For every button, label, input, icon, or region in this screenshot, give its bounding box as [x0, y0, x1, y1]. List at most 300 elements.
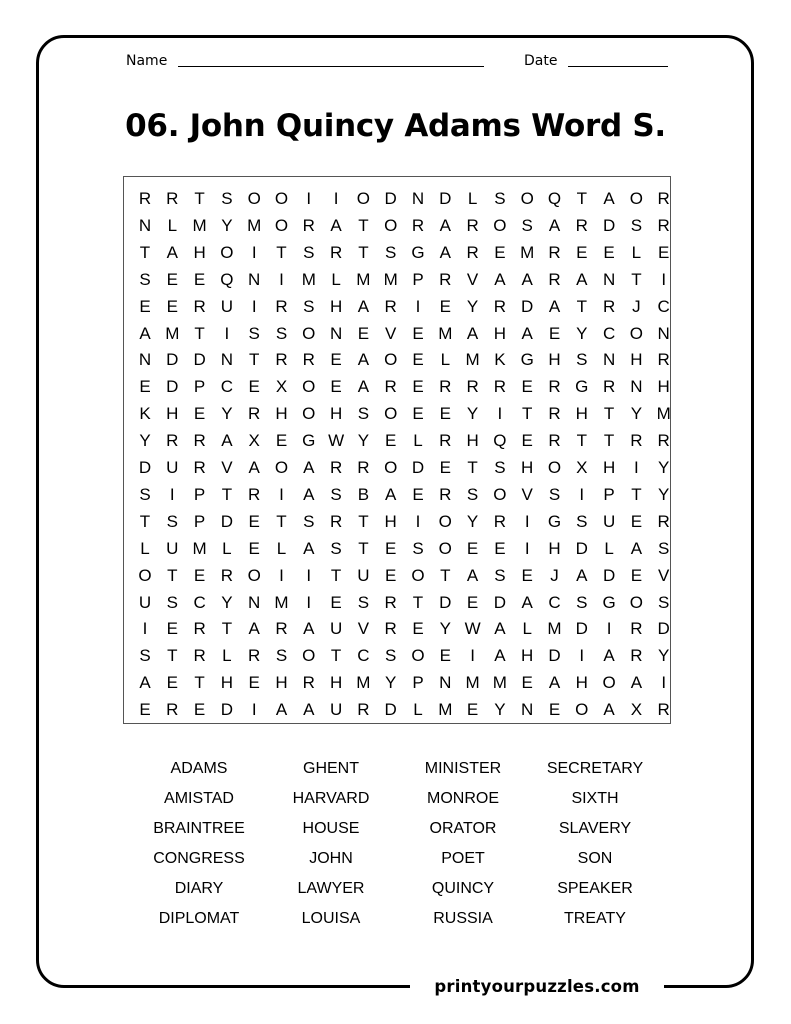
grid-letter: O: [629, 323, 643, 343]
grid-letter: O: [302, 404, 316, 424]
grid-letter: T: [603, 404, 615, 424]
grid-letter: I: [606, 619, 612, 639]
grid-letter: I: [251, 242, 257, 262]
grid-letter: R: [384, 377, 397, 397]
grid-letter: H: [466, 431, 479, 451]
grid-letter: R: [193, 296, 206, 316]
grid-letter: U: [602, 511, 616, 531]
word-list-item: TREATY: [564, 910, 626, 927]
grid-letter: E: [275, 431, 288, 451]
grid-letter: R: [248, 646, 261, 666]
grid-letter: O: [438, 511, 452, 531]
grid-letter: U: [138, 592, 152, 612]
grid-letter: N: [521, 700, 534, 720]
grid-letter: A: [630, 538, 643, 558]
grid-letter: R: [493, 377, 507, 397]
grid-letter: T: [521, 404, 533, 424]
grid-letter: I: [169, 484, 175, 504]
grid-letter: S: [658, 592, 670, 612]
grid-letter: X: [275, 377, 288, 397]
grid-letter: E: [385, 565, 397, 585]
grid-letter: V: [466, 269, 479, 289]
grid-letter: Y: [357, 431, 370, 451]
grid-letter: S: [166, 511, 178, 531]
grid-letter: L: [604, 538, 614, 558]
grid-letter: R: [602, 377, 616, 397]
grid-letter: A: [248, 458, 260, 477]
grid-letter: O: [302, 323, 316, 343]
grid-letter: B: [357, 484, 370, 504]
grid-letter: P: [193, 511, 206, 531]
grid-letter: N: [657, 323, 670, 343]
grid-letter: A: [139, 673, 151, 693]
page-title: 06. John Quincy Adams Word S.: [125, 108, 666, 144]
grid-letter: M: [356, 673, 371, 693]
grid-letter: S: [275, 323, 288, 343]
grid-letter: A: [330, 215, 342, 235]
grid-letter: E: [630, 565, 643, 585]
grid-letter: E: [466, 700, 479, 720]
grid-letter: I: [661, 269, 667, 289]
grid-letter: O: [438, 538, 452, 558]
grid-letter: D: [220, 700, 234, 720]
grid-letter: L: [413, 700, 423, 720]
grid-letter: T: [276, 242, 287, 262]
word-list-item: ADAMS: [170, 760, 228, 777]
grid-letter: R: [384, 619, 397, 639]
grid-letter: E: [385, 431, 397, 451]
grid-letter: I: [634, 458, 639, 477]
grid-letter: H: [493, 323, 507, 343]
grid-letter: A: [385, 484, 397, 504]
grid-letter: I: [306, 189, 312, 208]
grid-letter: E: [248, 538, 260, 558]
grid-letter: R: [357, 458, 370, 477]
grid-letter: T: [440, 565, 451, 585]
grid-letter: I: [579, 484, 585, 504]
grid-letter: A: [576, 565, 588, 585]
grid-letter: U: [329, 700, 343, 720]
grid-letter: O: [493, 484, 507, 504]
grid-letter: T: [276, 511, 287, 531]
grid-letter: J: [632, 296, 641, 316]
grid-letter: S: [248, 323, 260, 343]
grid-letter: T: [576, 296, 587, 316]
grid-letter: N: [138, 350, 152, 370]
grid-letter: I: [279, 565, 284, 585]
grid-letter: I: [524, 538, 530, 558]
word-list-item: QUINCY: [431, 880, 495, 897]
grid-letter: Y: [658, 646, 670, 666]
grid-letter: A: [275, 700, 288, 720]
grid-letter: R: [575, 215, 588, 235]
grid-letter: M: [547, 619, 562, 639]
grid-letter: V: [221, 458, 233, 477]
grid-letter: G: [575, 377, 589, 397]
grid-letter: M: [656, 404, 671, 424]
word-list-item: POET: [441, 850, 485, 867]
grid-letter: E: [412, 619, 424, 639]
grid-letter: I: [224, 323, 230, 343]
grid-letter: Y: [466, 404, 479, 424]
grid-letter: H: [548, 538, 561, 558]
grid-letter: O: [247, 189, 261, 208]
grid-letter: S: [330, 484, 342, 504]
grid-letter: R: [411, 215, 425, 235]
grid-letter: D: [193, 350, 206, 370]
grid-letter: D: [602, 215, 616, 235]
grid-letter: M: [247, 215, 262, 235]
grid-letter: V: [357, 619, 370, 639]
grid-letter: E: [166, 296, 178, 316]
grid-letter: O: [602, 673, 616, 693]
grid-letter: A: [139, 323, 151, 343]
grid-letter: R: [548, 242, 561, 262]
grid-letter: A: [248, 619, 260, 639]
grid-letter: U: [166, 458, 179, 477]
grid-letter: A: [303, 619, 315, 639]
grid-letter: M: [492, 673, 507, 693]
grid-letter: H: [329, 404, 343, 424]
grid-letter: H: [575, 404, 588, 424]
word-list-item: RUSSIA: [433, 910, 493, 927]
grid-letter: E: [630, 511, 643, 531]
grid-letter: E: [412, 350, 424, 370]
grid-letter: S: [466, 484, 479, 504]
grid-letter: Y: [439, 619, 451, 639]
grid-letter: Y: [630, 404, 643, 424]
grid-letter: R: [357, 700, 370, 720]
grid-letter: U: [166, 538, 179, 558]
grid-letter: H: [220, 673, 234, 693]
grid-letter: D: [384, 700, 397, 720]
grid-letter: E: [193, 404, 206, 424]
grid-letter: O: [384, 350, 398, 370]
grid-letter: R: [657, 189, 670, 208]
grid-letter: M: [192, 538, 207, 558]
grid-letter: J: [550, 565, 559, 585]
grid-letter: E: [139, 700, 151, 720]
grid-letter: R: [548, 431, 561, 451]
grid-letter: A: [521, 269, 533, 289]
grid-letter: O: [547, 458, 562, 477]
grid-letter: S: [385, 646, 397, 666]
grid-letter: T: [221, 484, 233, 504]
grid-letter: S: [139, 646, 151, 666]
grid-letter: S: [494, 565, 506, 585]
grid-letter: N: [411, 189, 425, 208]
word-list-item: SECRETARY: [546, 760, 644, 777]
grid-letter: O: [220, 242, 234, 262]
grid-letter: T: [330, 565, 342, 585]
grid-letter: E: [439, 646, 451, 666]
grid-letter: R: [302, 350, 315, 370]
grid-letter: I: [306, 592, 312, 612]
grid-letter: G: [520, 350, 534, 370]
grid-letter: D: [138, 458, 152, 477]
grid-letter: T: [167, 565, 178, 585]
grid-letter: O: [493, 215, 507, 235]
grid-letter: M: [192, 215, 207, 235]
grid-letter: R: [166, 700, 179, 720]
grid-letter: H: [630, 350, 643, 370]
grid-letter: R: [275, 619, 288, 639]
grid-letter: S: [330, 538, 342, 558]
grid-letter: L: [522, 619, 532, 639]
grid-letter: D: [220, 511, 234, 531]
grid-letter: Y: [494, 700, 506, 720]
grid-letter: E: [658, 242, 670, 262]
grid-letter: D: [439, 592, 452, 612]
grid-letter: T: [576, 431, 587, 451]
grid-letter: E: [166, 269, 178, 289]
grid-letter: A: [494, 646, 506, 666]
grid-letter: I: [279, 484, 284, 504]
grid-letter: E: [193, 565, 206, 585]
grid-letter: S: [275, 646, 288, 666]
grid-letter: S: [303, 511, 315, 531]
grid-letter: M: [465, 350, 480, 370]
word-list-item: SLAVERY: [558, 820, 632, 837]
grid-letter: A: [303, 458, 315, 477]
grid-letter: N: [329, 323, 343, 343]
grid-letter: Q: [493, 431, 507, 451]
grid-letter: R: [193, 619, 206, 639]
grid-letter: S: [576, 592, 588, 612]
grid-letter: V: [385, 323, 397, 343]
grid-letter: T: [194, 323, 205, 343]
grid-letter: S: [357, 592, 370, 612]
grid-letter: H: [166, 404, 179, 424]
grid-letter: G: [411, 242, 425, 262]
grid-letter: H: [602, 458, 616, 477]
grid-letter: E: [248, 377, 260, 397]
grid-letter: I: [415, 511, 421, 531]
grid-letter: A: [466, 323, 479, 343]
grid-letter: T: [167, 646, 178, 666]
grid-letter: A: [521, 592, 533, 612]
grid-letter: Y: [658, 484, 670, 504]
grid-letter: N: [138, 215, 152, 235]
grid-letter: D: [384, 189, 397, 208]
grid-letter: S: [221, 189, 233, 208]
grid-letter: R: [220, 565, 234, 585]
grid-letter: L: [631, 242, 642, 262]
grid-letter: E: [521, 377, 533, 397]
grid-letter: M: [465, 673, 480, 693]
grid-letter: I: [251, 700, 257, 720]
grid-letter: N: [248, 269, 261, 289]
grid-letter: E: [603, 242, 615, 262]
grid-letter: D: [439, 189, 452, 208]
grid-letter: H: [575, 673, 588, 693]
grid-letter: E: [521, 673, 533, 693]
word-list-item: GHENT: [303, 760, 359, 777]
word-list-item: BRAINTREE: [153, 820, 245, 837]
grid-letter: R: [548, 269, 561, 289]
word-list-item: AMISTAD: [164, 790, 234, 807]
grid-letter: A: [303, 538, 315, 558]
grid-letter: T: [139, 511, 151, 531]
grid-letter: N: [630, 377, 643, 397]
grid-letter: O: [274, 458, 289, 477]
grid-letter: E: [330, 350, 342, 370]
grid-letter: E: [166, 673, 178, 693]
grid-letter: X: [248, 431, 260, 451]
grid-letter: A: [494, 269, 506, 289]
grid-letter: S: [303, 296, 315, 316]
grid-letter: R: [657, 215, 670, 235]
grid-letter: T: [194, 673, 205, 693]
grid-letter: D: [575, 538, 588, 558]
grid-letter: C: [220, 377, 234, 397]
grid-letter: O: [384, 458, 398, 477]
grid-letter: H: [384, 511, 397, 531]
grid-letter: E: [193, 269, 206, 289]
grid-letter: N: [602, 269, 616, 289]
grid-letter: H: [193, 242, 206, 262]
grid-letter: R: [466, 377, 479, 397]
grid-letter: R: [657, 700, 670, 720]
grid-letter: L: [222, 646, 232, 666]
grid-letter: S: [139, 484, 151, 504]
grid-letter: E: [385, 538, 397, 558]
grid-letter: E: [139, 296, 151, 316]
grid-letter: R: [329, 458, 343, 477]
word-list-item: JOHN: [309, 850, 353, 867]
grid-letter: C: [548, 592, 561, 612]
grid-letter: I: [524, 511, 530, 531]
grid-letter: I: [497, 404, 503, 424]
grid-letter: E: [412, 484, 424, 504]
grid-letter: R: [166, 189, 179, 208]
grid-letter: O: [356, 189, 370, 208]
word-list-item: SPEAKER: [557, 880, 633, 897]
grid-letter: Y: [658, 458, 670, 477]
grid-letter: R: [548, 377, 561, 397]
grid-letter: U: [329, 619, 343, 639]
grid-letter: L: [467, 189, 478, 208]
grid-letter: U: [357, 565, 370, 585]
grid-letter: I: [333, 189, 339, 208]
grid-letter: G: [602, 592, 616, 612]
grid-letter: E: [248, 511, 260, 531]
grid-letter: R: [193, 646, 206, 666]
grid-letter: A: [603, 700, 615, 720]
grid-letter: S: [357, 404, 370, 424]
grid-letter: T: [467, 458, 478, 477]
date-line[interactable]: [568, 66, 668, 67]
grid-letter: O: [247, 565, 261, 585]
grid-letter: S: [303, 242, 315, 262]
grid-letter: E: [248, 673, 260, 693]
grid-letter: D: [166, 377, 179, 397]
grid-letter: R: [329, 511, 343, 531]
grid-letter: O: [274, 215, 289, 235]
grid-letter: O: [384, 404, 398, 424]
grid-letter: L: [222, 538, 232, 558]
grid-letter: T: [631, 484, 642, 504]
grid-letter: C: [357, 646, 370, 666]
grid-letter: H: [521, 458, 534, 477]
grid-letter: O: [302, 377, 316, 397]
grid-letter: P: [193, 377, 206, 397]
grid-letter: C: [657, 296, 670, 316]
grid-letter: R: [657, 350, 670, 370]
grid-letter: T: [358, 538, 369, 558]
grid-letter: R: [384, 592, 397, 612]
grid-letter: H: [548, 350, 561, 370]
grid-letter: D: [411, 458, 425, 477]
grid-letter: M: [383, 269, 398, 289]
grid-letter: E: [412, 323, 424, 343]
grid-letter: E: [330, 377, 342, 397]
grid-letter: R: [493, 511, 507, 531]
date-label: Date: [524, 53, 558, 69]
grid-letter: T: [139, 242, 151, 262]
grid-letter: E: [521, 565, 533, 585]
name-line[interactable]: [178, 66, 484, 67]
grid-letter: Y: [139, 431, 151, 451]
grid-letter: V: [658, 565, 670, 585]
grid-letter: R: [439, 484, 452, 504]
grid-letter: O: [138, 565, 152, 585]
grid-letter: S: [548, 484, 561, 504]
grid-letter: X: [630, 700, 643, 720]
grid-letter: Q: [547, 189, 562, 208]
grid-letter: L: [331, 269, 341, 289]
grid-letter: R: [248, 404, 261, 424]
word-list-item: SIXTH: [571, 790, 619, 807]
grid-letter: M: [301, 269, 316, 289]
grid-letter: R: [275, 350, 288, 370]
grid-letter: E: [576, 242, 588, 262]
grid-letter: R: [193, 431, 206, 451]
grid-letter: I: [306, 565, 312, 585]
grid-letter: A: [357, 296, 370, 316]
grid-letter: I: [251, 296, 257, 316]
grid-letter: D: [521, 296, 534, 316]
grid-letter: H: [521, 646, 534, 666]
grid-letter: H: [275, 673, 288, 693]
grid-letter: D: [493, 592, 507, 612]
word-list-item: DIPLOMAT: [158, 910, 240, 927]
grid-letter: Y: [385, 673, 397, 693]
grid-letter: E: [139, 377, 151, 397]
grid-letter: R: [630, 619, 643, 639]
grid-letter: O: [520, 189, 534, 208]
grid-letter: O: [274, 189, 289, 208]
grid-letter: R: [302, 673, 315, 693]
grid-letter: I: [579, 646, 585, 666]
grid-letter: S: [576, 511, 588, 531]
grid-letter: S: [139, 269, 151, 289]
grid-letter: M: [356, 269, 371, 289]
grid-letter: A: [466, 565, 479, 585]
grid-letter: R: [248, 484, 261, 504]
grid-letter: T: [631, 269, 642, 289]
grid-letter: Y: [221, 404, 233, 424]
grid-letter: N: [248, 592, 261, 612]
grid-letter: M: [165, 323, 180, 343]
grid-letter: V: [521, 484, 533, 504]
grid-letter: N: [439, 673, 452, 693]
grid-letter: G: [302, 431, 316, 451]
grid-letter: O: [411, 646, 425, 666]
grid-letter: A: [166, 242, 178, 262]
letter-grid: [123, 176, 671, 724]
grid-letter: P: [412, 269, 424, 289]
